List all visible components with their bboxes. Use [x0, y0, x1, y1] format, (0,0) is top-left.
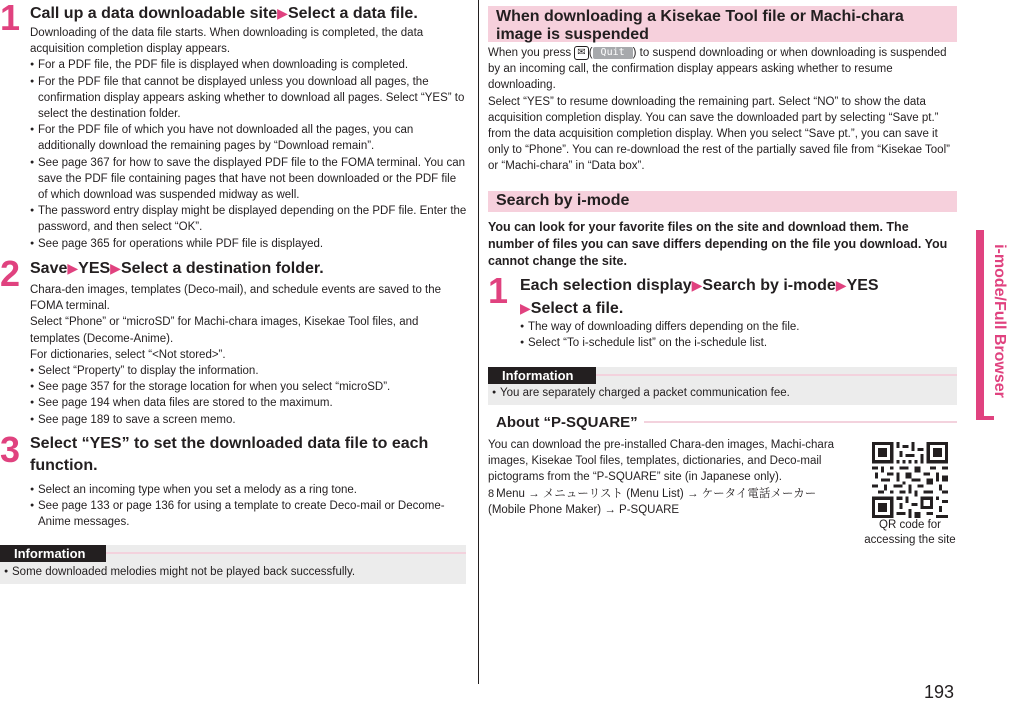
bullet-item: ● Select “To i-schedule list” on the i-schedule list.: [520, 335, 956, 351]
step-body: [30, 25, 468, 252]
bullet-item: ● The password entry display might be displayed depending on the PDF file. Enter the password, and then select “OK”.: [30, 203, 468, 235]
section-heading-psquare: About “P-SQUARE”: [488, 414, 644, 433]
step-body: [30, 282, 468, 428]
step-body: [520, 319, 956, 351]
page-number: 193: [924, 682, 955, 702]
bullet-item: ● See page 194 when data files are stored to the maximum.: [30, 395, 468, 411]
bullet-item: ● The way of downloading differs depending on the file.: [520, 319, 956, 335]
arrow-icon: ▶: [67, 260, 79, 276]
paragraph: Select “YES” to resume downloading the remaining part. Select “NO” to show the data acquisition completion display. You can save the downloaded part by selecting “Save pt.” from the data acquisition completion display. When you select “Save pt.”, you can save it only to “Phone”. You can re-download the rest of the partially saved file from “Kisekae Tool” or “Machi-chara” in “Data box”.: [488, 95, 950, 173]
qr-caption: QR code for accessing the site: [864, 519, 956, 546]
column-divider: [478, 0, 479, 684]
step-title: Save▶YES▶Select a destination folder.: [30, 260, 324, 277]
information-text: ● You are separately charged a packet communication fee.: [492, 385, 955, 401]
step-number: 1: [488, 270, 508, 311]
arrow-icon: ▶: [691, 277, 703, 293]
information-box: [0, 545, 466, 584]
step-intro: Downloading of the data file starts. When downloading is completed, the data acquisition completion display appears.: [30, 27, 424, 56]
section-heading-imode: Search by i-mode: [488, 191, 957, 212]
step-number: 2: [0, 253, 20, 294]
bullet-item: ● See page 357 for the storage location for when you select “microSD”.: [30, 379, 468, 395]
bullet-item: ● Select “Property” to display the information.: [30, 363, 468, 379]
step-number: 3: [0, 429, 20, 470]
step-title: Call up a data downloadable site▶Select a data file.: [30, 5, 418, 22]
paragraph: Select “Phone” or “microSD” for Machi-chara images, Kisekae Tool files, and templates (Decome-Anime).: [30, 316, 419, 345]
step-title: Each selection display▶Search by i-mode▶YES ▶Select a file.: [520, 277, 879, 317]
arrow-icon: ▶: [520, 300, 531, 316]
bullet-item: ● For the PDF file of which you have not downloaded all the pages, you can additionally download the remaining pages by “Download remain”.: [30, 122, 468, 154]
mail-key-icon: ✉: [574, 46, 588, 60]
paragraph: You can download the pre-installed Chara-den images, Machi-chara images, Kisekae Tool files, templates, dictionaries, and Deco-mail pictograms from the “P-SQUARE” site (in Japanese only).: [488, 439, 835, 484]
step-number: 1: [0, 0, 20, 38]
kisekae-body: [488, 45, 954, 175]
bullet-item: ● For the PDF file that cannot be displayed unless you download all pages, the confirmation display appears asking whether to download all pages. Select “YES” to select the destination folder.: [30, 74, 468, 123]
bullet-item: ● See page 367 for how to save the displayed PDF file to the FOMA terminal. You can save the PDF file containing pages that have not been downloaded or the PDF file of which download was suspended midway as well.: [30, 155, 468, 204]
menu-path: 8 Menu → メニューリスト (Menu List) → ケータイ電話メーカー (Mobile Phone Maker) → P-SQUARE: [488, 487, 817, 516]
bullet-item: ● See page 365 for operations while PDF file is displayed.: [30, 236, 468, 252]
paragraph: Chara-den images, templates (Deco-mail), and schedule events are saved to the FOMA terminal.: [30, 284, 442, 313]
information-label: Information: [0, 545, 106, 562]
information-box: [488, 367, 957, 405]
bullet-item: ● Select an incoming type when you set a melody as a ring tone.: [30, 482, 468, 498]
bullet-item: ● See page 189 to save a screen memo.: [30, 412, 468, 428]
information-label: Information: [488, 367, 596, 384]
paragraph: For dictionaries, select “<Not stored>”.: [30, 348, 226, 361]
section-tab-label: i-mode/Full Browser: [984, 226, 1014, 416]
arrow-icon: ▶: [835, 277, 847, 293]
qr-code: [872, 442, 948, 518]
paragraph: When you press ✉ ( Quit ) to suspend downloading or when downloading is suspended by an incoming call, the confirmation display appears asking whether to resume downloading.: [488, 46, 947, 92]
bullet-item: ● See page 133 or page 136 for using a template to create Deco-mail or Decome-Anime messages.: [30, 498, 468, 530]
arrow-icon: ▶: [277, 5, 288, 21]
section-tab: [968, 230, 1008, 420]
information-text: ● Some downloaded melodies might not be played back successfully.: [4, 564, 467, 580]
psquare-body: [488, 437, 853, 518]
step-title: Select “YES” to set the downloaded data file to each function.: [30, 435, 429, 474]
quit-softkey-icon: Quit: [593, 47, 633, 59]
imode-lead: You can look for your favorite files on the site and download them. The number of files you can save differs depending on the file you download. You cannot change the site.: [488, 220, 948, 268]
section-heading-kisekae: When downloading a Kisekae Tool file or Machi-chara image is suspended: [488, 6, 957, 42]
step-body: [30, 482, 468, 531]
arrow-icon: ▶: [110, 260, 121, 276]
menu-key-icon: 8: [488, 487, 495, 500]
bullet-item: ● For a PDF file, the PDF file is displayed when downloading is completed.: [30, 57, 468, 73]
